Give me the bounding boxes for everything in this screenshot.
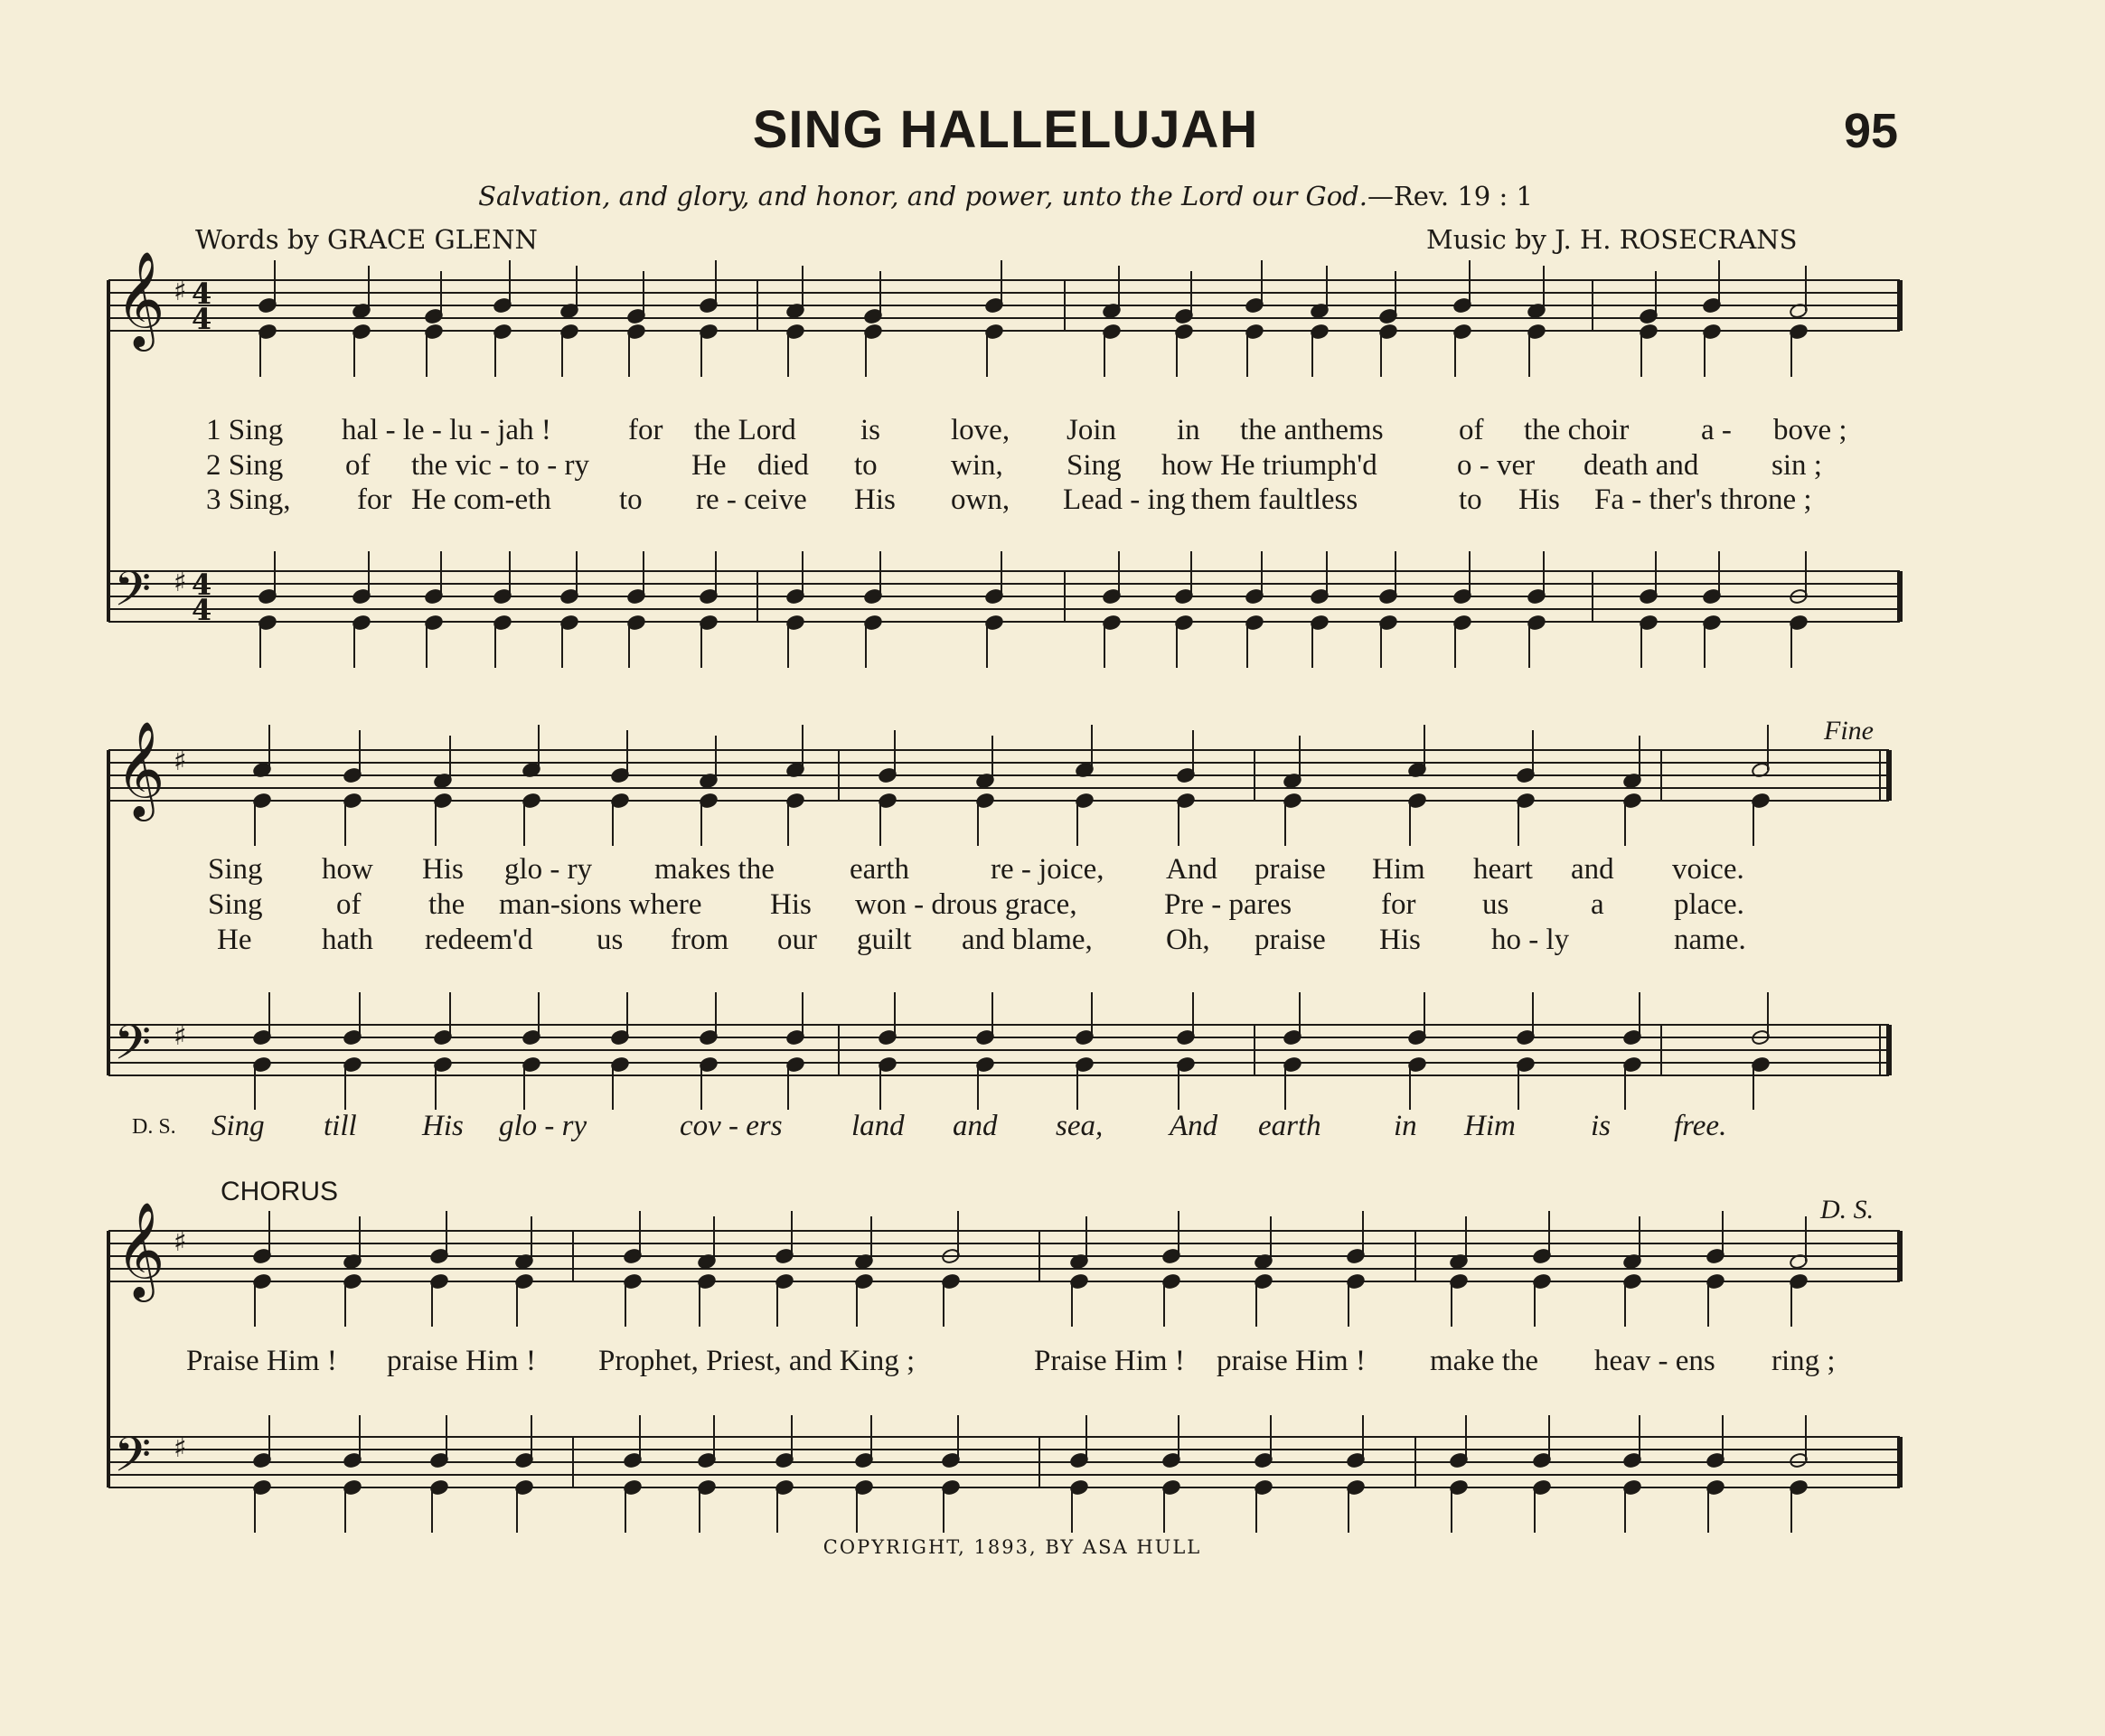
lyric-word: to: [1459, 483, 1482, 516]
ds-mark: D. S.: [1820, 1195, 1875, 1225]
lyric-word: Pre - pares: [1164, 888, 1292, 921]
page-number: 95: [1844, 104, 1899, 158]
ds-word: cov - ers: [680, 1110, 783, 1142]
lyric-word: heav - ens: [1594, 1345, 1715, 1377]
lyric-word: hal - le - lu - jah !: [342, 414, 551, 446]
time-signature: 4: [192, 593, 212, 627]
lyric-word: Prophet, Priest, and King ;: [598, 1345, 916, 1377]
key-signature: ♯: [174, 567, 187, 598]
lyric-word: for: [628, 414, 663, 446]
lyric-word: how: [322, 853, 373, 886]
lyric-word: place.: [1674, 888, 1744, 921]
lyric-word: for: [357, 483, 392, 516]
lyric-word: and: [1571, 853, 1614, 886]
lyric-word: praise Him !: [1217, 1345, 1366, 1377]
key-signature: ♯: [174, 1020, 187, 1052]
lyric-word: His: [1518, 483, 1560, 516]
lyric-word: Join: [1067, 414, 1117, 446]
lyric-word: to: [854, 449, 878, 482]
lyric-word: bove ;: [1773, 414, 1847, 446]
lyric-word: Sing: [208, 853, 263, 886]
lyric-word: praise Him !: [387, 1345, 536, 1377]
time-signature: 4: [192, 277, 212, 311]
lyric-word: o - ver: [1457, 449, 1536, 482]
lyric-word: His: [770, 888, 812, 921]
ds-word: is: [1591, 1110, 1612, 1142]
lyric-word: of: [345, 449, 371, 482]
lyric-word: ho - ly: [1491, 924, 1570, 956]
treble-clef: 𝄞: [116, 250, 165, 347]
lyric-word: the: [428, 888, 465, 921]
lyric-word: Sing: [1067, 449, 1122, 482]
lyric-word: heart: [1473, 853, 1533, 886]
lyric-word: them faultless: [1191, 483, 1358, 516]
lyric-word: He com-eth: [411, 483, 551, 516]
lyric-word: a: [1591, 888, 1604, 921]
words-credit: Words by GRACE GLENN: [195, 224, 538, 255]
lyric-word: the vic - to - ry: [411, 449, 590, 482]
ds-word: His: [422, 1110, 464, 1142]
lyric-word: for: [1381, 888, 1416, 921]
lyric-word: from: [671, 924, 729, 956]
lyric-word: own,: [951, 483, 1010, 516]
ds-label: D. S.: [132, 1115, 176, 1139]
lyric-word: ring ;: [1771, 1345, 1836, 1377]
key-signature: ♯: [174, 1226, 187, 1258]
lyric-word: 1 Sing: [206, 414, 284, 446]
key-signature: ♯: [174, 276, 187, 307]
lyric-word: Lead - ing: [1063, 483, 1186, 516]
lyric-word: the anthems: [1240, 414, 1384, 446]
treble-clef: 𝄞: [116, 720, 165, 817]
time-signature: 4: [192, 568, 212, 602]
lyric-word: praise: [1255, 853, 1326, 886]
lyric-word: won - drous grace,: [855, 888, 1077, 921]
ds-word: Sing: [211, 1110, 265, 1142]
lyric-word: the choir: [1524, 414, 1630, 446]
page-title: SING HALLELUJAH: [752, 100, 1259, 159]
lyric-word: re - joice,: [991, 853, 1104, 886]
lyric-word: Fa - ther's throne ;: [1594, 483, 1812, 516]
lyric-word: to: [619, 483, 643, 516]
ds-word: sea,: [1056, 1110, 1104, 1142]
lyric-word: voice.: [1672, 853, 1744, 886]
lyric-word: Oh,: [1166, 924, 1210, 956]
lyric-word: died: [757, 449, 809, 482]
lyric-word: And: [1166, 853, 1217, 886]
lyric-word: win,: [951, 449, 1003, 482]
lyric-word: love,: [951, 414, 1010, 446]
lyric-word: He: [217, 924, 252, 956]
ds-word: in: [1394, 1110, 1417, 1142]
copyright: COPYRIGHT, 1893, BY ASA HULL: [822, 1536, 1202, 1558]
lyric-word: is: [860, 414, 881, 446]
lyric-word: His: [422, 853, 464, 886]
key-signature: ♯: [174, 1432, 187, 1464]
lyric-word: His: [854, 483, 896, 516]
lyric-word: hath: [322, 924, 373, 956]
music-credit: Music by J. H. ROSECRANS: [1426, 224, 1798, 255]
ds-word: And: [1170, 1110, 1218, 1142]
lyric-word: make the: [1430, 1345, 1539, 1377]
ds-word: and: [953, 1110, 998, 1142]
bass-clef: 𝄢: [114, 1428, 152, 1495]
lyric-word: praise: [1255, 924, 1326, 956]
fine-mark: Fine: [1824, 716, 1874, 746]
epigraph-reference: —Rev. 19 : 1: [1367, 181, 1533, 211]
lyric-word: earth: [850, 853, 909, 886]
lyric-word: Praise Him !: [1034, 1345, 1185, 1377]
lyric-word: name.: [1674, 924, 1746, 956]
treble-clef: 𝄞: [116, 1201, 165, 1298]
ds-word: glo - ry: [499, 1110, 587, 1142]
lyric-word: us: [597, 924, 624, 956]
lyric-word: Praise Him !: [186, 1345, 337, 1377]
lyric-word: His: [1379, 924, 1421, 956]
lyric-word: man-sions where: [499, 888, 702, 921]
chorus-label: CHORUS: [221, 1177, 339, 1206]
lyric-word: us: [1482, 888, 1509, 921]
epigraph: [0, 181, 2011, 211]
ds-word: free.: [1674, 1110, 1727, 1142]
lyric-word: He: [691, 449, 727, 482]
lyric-word: guilt: [857, 924, 912, 956]
lyric-word: in: [1177, 414, 1200, 446]
ds-word: till: [324, 1110, 357, 1142]
bass-clef: 𝄢: [114, 1016, 152, 1083]
lyric-word: death and: [1583, 449, 1699, 482]
lyric-word: 2 Sing: [206, 449, 284, 482]
time-signature: 4: [192, 302, 212, 336]
ds-word: land: [851, 1110, 905, 1142]
lyric-word: and blame,: [962, 924, 1093, 956]
lyric-word: Him: [1372, 853, 1425, 886]
lyric-word: of: [336, 888, 362, 921]
lyric-word: re - ceive: [696, 483, 807, 516]
lyric-word: makes the: [654, 853, 775, 886]
lyric-word: glo - ry: [504, 853, 593, 886]
lyric-word: redeem'd: [425, 924, 533, 956]
lyric-word: how He triumph'd: [1161, 449, 1377, 482]
ds-word: earth: [1258, 1110, 1321, 1142]
key-signature: ♯: [174, 746, 187, 777]
lyric-word: 3 Sing,: [206, 483, 291, 516]
ds-word: Him: [1464, 1110, 1516, 1142]
lyric-word: sin ;: [1771, 449, 1822, 482]
epigraph-quote: Salvation, and glory, and honor, and power, unto the Lord our God.: [478, 181, 1367, 211]
lyric-word: the Lord: [694, 414, 796, 446]
lyric-word: our: [777, 924, 817, 956]
lyric-word: of: [1459, 414, 1484, 446]
lyric-word: Sing: [208, 888, 263, 921]
bass-clef: 𝄢: [114, 562, 152, 629]
lyric-word: a -: [1701, 414, 1732, 446]
